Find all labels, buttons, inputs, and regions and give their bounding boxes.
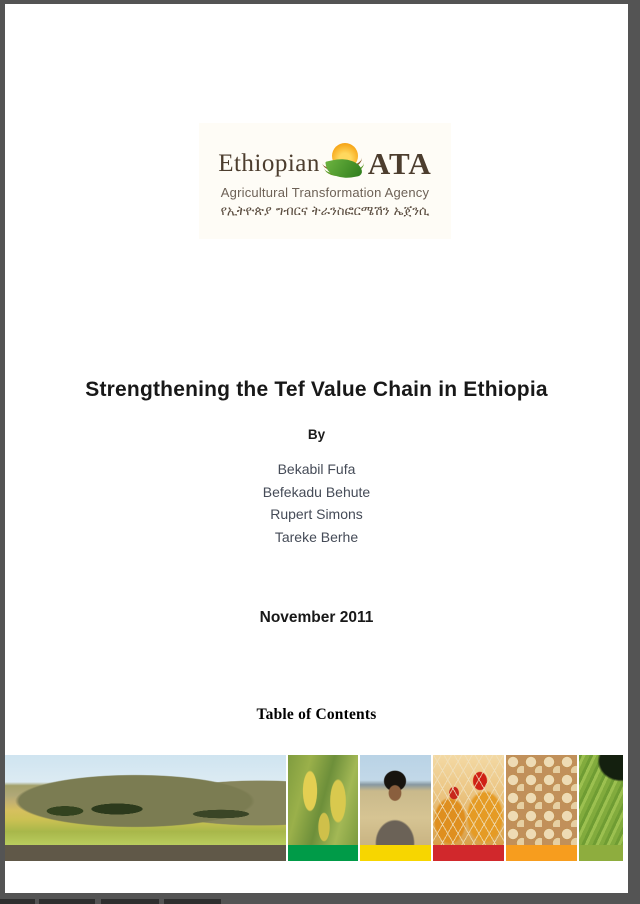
author-list [5, 458, 628, 548]
logo-subtitle: Agricultural Transformation Agency [220, 185, 430, 200]
color-bar [506, 845, 577, 861]
byline: By [307, 427, 326, 442]
author: Rupert Simons [270, 506, 363, 522]
photo-green-shoots [579, 755, 623, 845]
color-bar [5, 845, 286, 861]
photo-tef-grain-heads [288, 755, 358, 845]
strip-segment [288, 755, 358, 861]
author: Befekadu Behute [262, 483, 371, 500]
partial-thumbnail [164, 899, 221, 904]
organization-logo [199, 123, 451, 239]
partial-thumbnail [0, 899, 35, 904]
report-date: November 2011 [259, 609, 374, 626]
partial-thumbnail [39, 899, 95, 904]
sun-leaf-icon [321, 143, 367, 183]
strip-segment [5, 755, 286, 861]
strip-segment [579, 755, 623, 861]
color-bar [579, 845, 623, 861]
author: Bekabil Fufa [277, 461, 356, 477]
report-title: Strengthening the Tef Value Chain in Ethiopia [85, 378, 548, 401]
photo-highland-landscape [5, 755, 286, 845]
author: Tareke Berhe [274, 528, 359, 545]
logo-wordmark [218, 143, 432, 183]
photo-farmer-portrait [360, 755, 431, 845]
logo-org-acronym: ATA [367, 145, 432, 181]
cover-photo-strip [5, 755, 623, 861]
logo-org-name: Ethiopian [218, 149, 320, 177]
photo-chickens [433, 755, 504, 845]
partial-thumbnail [101, 899, 159, 904]
logo-subtitle-amharic: የኢትዮጵያ ግብርና ትራንስፎርሜሽን ኤጀንሲ [220, 204, 430, 219]
color-bar [433, 845, 504, 861]
strip-segment [433, 755, 504, 861]
color-bar [288, 845, 358, 861]
photo-chickpeas [506, 755, 577, 845]
strip-segment [506, 755, 577, 861]
table-of-contents-heading: Table of Contents [256, 706, 377, 723]
color-bar [360, 845, 431, 861]
strip-segment [360, 755, 431, 861]
